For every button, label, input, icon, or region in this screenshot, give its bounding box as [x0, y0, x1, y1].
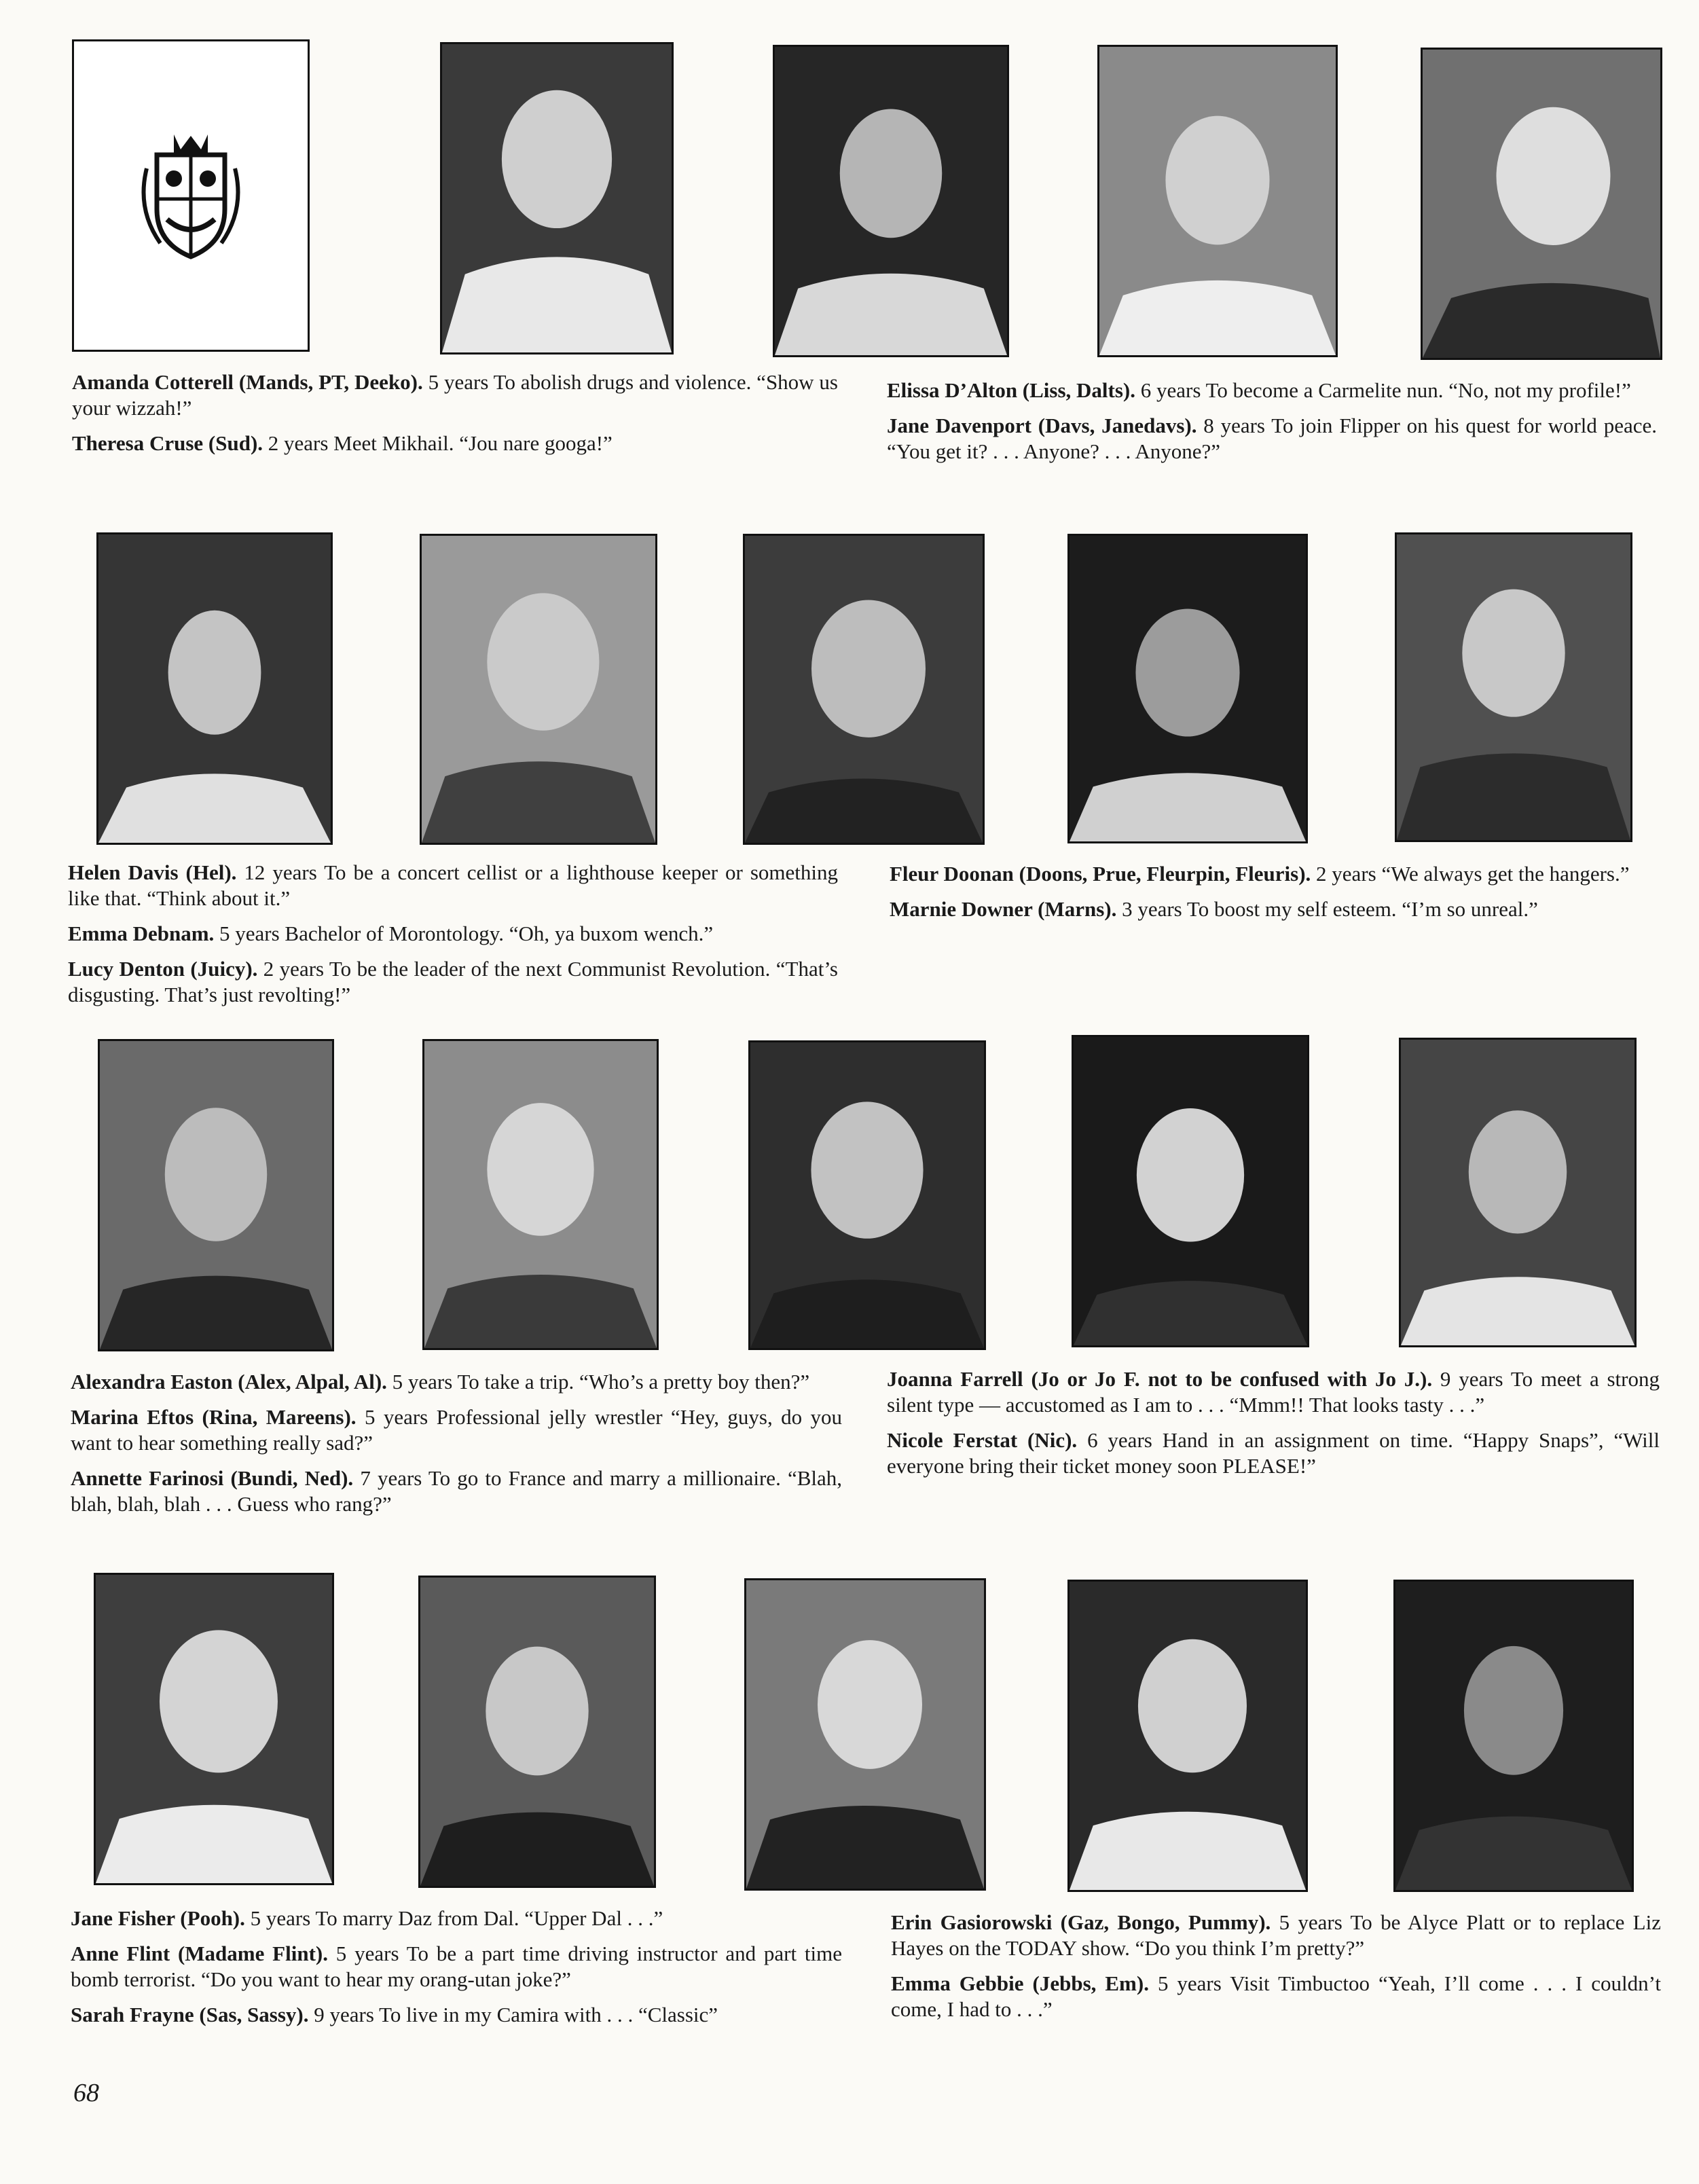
caption-block-right: [891, 1910, 1661, 2032]
student-entry: [887, 413, 1657, 465]
portrait-photo: [1097, 45, 1338, 357]
student-name: Emma Debnam.: [68, 922, 215, 945]
student-entry: [71, 1466, 842, 1517]
student-name: Emma Gebbie (Jebbs, Em).: [891, 1971, 1149, 1995]
portrait-photo: [420, 534, 657, 845]
portrait-photo: [440, 42, 674, 354]
student-details: 5 years Visit Timbuctoo “Yeah, I’ll come . . . I couldn’t come, I had to . . .”: [891, 1971, 1662, 2021]
student-name: Joanna Farrell (Jo or Jo F. not to be confused with Jo J.).: [887, 1367, 1433, 1391]
student-details: 2 years “We always get the hangers.”: [1316, 862, 1630, 886]
caption-block-left: [68, 860, 838, 1017]
school-crest-icon: [133, 128, 249, 263]
student-name: Elissa D’Alton (Liss, Dalts).: [887, 378, 1136, 402]
student-name: Lucy Denton (Juicy).: [68, 957, 258, 981]
student-entry: [887, 1427, 1660, 1479]
caption-block-right: [887, 378, 1657, 474]
student-name: Erin Gasiorowski (Gaz, Bongo, Pummy).: [891, 1910, 1271, 1934]
student-name: Jane Fisher (Pooh).: [71, 1906, 245, 1930]
portrait-photo: [1067, 1580, 1308, 1892]
student-details: 5 years To be a part time driving instructor and part time bomb terrorist. “Do you want to hear my orang-utan joke?”: [71, 1942, 843, 1991]
portrait-photo: [743, 534, 985, 845]
caption-block-right: [887, 1366, 1660, 1489]
school-crest-box: [72, 39, 310, 352]
student-entry: [72, 369, 838, 421]
student-details: 5 years To be Alyce Platt or to replace Liz Hayes on the TODAY show. “Do you think I’m pretty?”: [891, 1910, 1661, 1960]
student-name: Alexandra Easton (Alex, Alpal, Al).: [71, 1370, 387, 1394]
student-entry: [887, 378, 1657, 403]
student-entry: [890, 896, 1660, 922]
portrait-photo: [418, 1576, 656, 1888]
student-entry: [71, 1404, 842, 1456]
student-name: Marnie Downer (Marns).: [890, 897, 1117, 921]
portrait-photo: [1072, 1035, 1309, 1347]
caption-block-left: [71, 1369, 842, 1527]
portrait-photo: [1395, 532, 1632, 842]
student-entry: [890, 861, 1660, 887]
portrait-photo: [744, 1578, 986, 1891]
student-details: 2 years To be the leader of the next Communist Revolution. “That’s disgusting. That’s just revolting!”: [68, 957, 838, 1006]
student-name: Amanda Cotterell (Mands, PT, Deeko).: [72, 370, 423, 394]
student-details: 5 years Professional jelly wrestler “Hey, guys, do you want to hear something really sad?”: [71, 1405, 842, 1455]
student-name: Marina Eftos (Rina, Mareens).: [71, 1405, 357, 1429]
student-entry: [887, 1366, 1660, 1418]
student-entry: [71, 2002, 842, 2028]
page-number: 68: [73, 2079, 99, 2107]
portrait-photo: [1393, 1580, 1634, 1892]
student-details: 6 years To become a Carmelite nun. “No, not my profile!”: [1140, 378, 1631, 402]
student-details: 5 years To take a trip. “Who’s a pretty boy then?”: [392, 1370, 810, 1394]
student-details: 9 years To live in my Camira with . . . “Classic”: [314, 2003, 718, 2026]
student-entry: [68, 860, 838, 911]
student-details: 5 years To marry Daz from Dal. “Upper Dal . . .”: [250, 1906, 663, 1930]
portrait-photo: [98, 1039, 334, 1351]
portrait-photo: [1421, 48, 1662, 360]
student-name: Nicole Ferstat (Nic).: [887, 1428, 1078, 1452]
portrait-photo: [748, 1040, 986, 1350]
student-entry: [68, 956, 838, 1008]
student-name: Annette Farinosi (Bundi, Ned).: [71, 1466, 354, 1490]
caption-block-left: [71, 1906, 842, 2037]
student-details: 9 years To meet a strong silent type — accustomed as I am to . . . “Mmm!! That looks tasty . . .”: [887, 1367, 1660, 1417]
student-entry: [71, 1906, 842, 1931]
student-details: 5 years To abolish drugs and violence. “Show us your wizzah!”: [72, 370, 838, 420]
student-details: 2 years Meet Mikhail. “Jou nare googa!”: [268, 431, 613, 455]
student-name: Sarah Frayne (Sas, Sassy).: [71, 2003, 309, 2026]
portrait-photo: [773, 45, 1009, 357]
student-name: Helen Davis (Hel).: [68, 860, 237, 884]
portrait-photo: [422, 1039, 659, 1350]
portrait-photo: [1399, 1038, 1637, 1347]
student-name: Anne Flint (Madame Flint).: [71, 1942, 328, 1965]
portrait-photo: [1067, 534, 1308, 843]
student-name: Jane Davenport (Davs, Janedavs).: [887, 414, 1197, 437]
portrait-photo: [96, 532, 333, 845]
student-entry: [71, 1369, 842, 1395]
caption-block-right: [890, 861, 1660, 932]
student-details: 8 years To join Flipper on his quest for world peace. “You get it? . . . Anyone? . . . Anyone?”: [887, 414, 1657, 463]
student-details: 7 years To go to France and marry a millionaire. “Blah, blah, blah, blah . . . Guess who rang?”: [71, 1466, 842, 1516]
student-details: 5 years Bachelor of Morontology. “Oh, ya buxom wench.”: [219, 922, 714, 945]
student-details: 3 years To boost my self esteem. “I’m so unreal.”: [1122, 897, 1538, 921]
student-name: Fleur Doonan (Doons, Prue, Fleurpin, Fleuris).: [890, 862, 1311, 886]
portrait-photo: [94, 1573, 334, 1885]
student-entry: [891, 1910, 1661, 1961]
caption-block-left: [72, 369, 838, 466]
student-entry: [72, 431, 838, 456]
student-details: 6 years Hand in an assignment on time. “Happy Snaps”, “Will everyone bring their ticket money soon PLEASE!”: [887, 1428, 1660, 1478]
student-entry: [71, 1941, 842, 1992]
student-name: Theresa Cruse (Sud).: [72, 431, 263, 455]
student-details: 12 years To be a concert cellist or a lighthouse keeper or something like that. “Think about it.”: [68, 860, 839, 910]
student-entry: [891, 1971, 1661, 2022]
student-entry: [68, 921, 838, 947]
